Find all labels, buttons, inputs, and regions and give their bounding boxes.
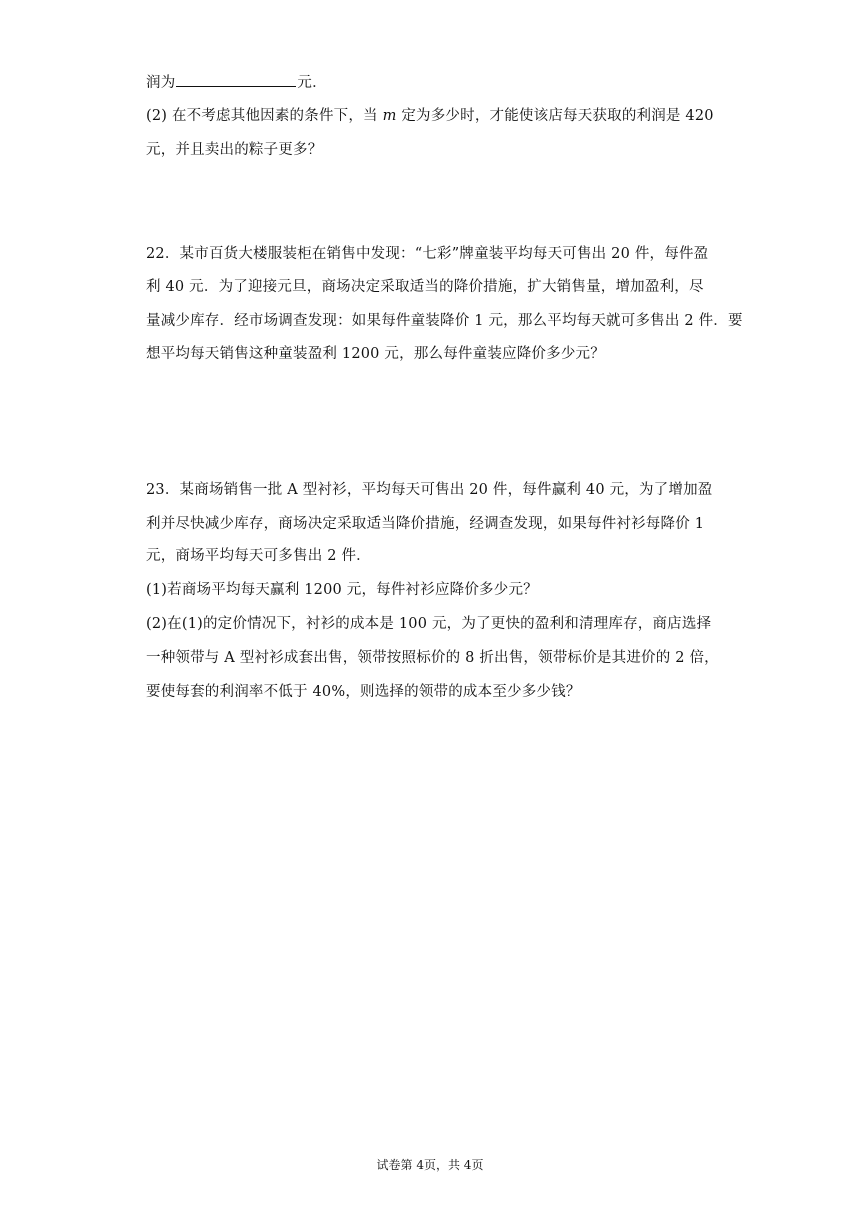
q21-line1-prefix: 润为 xyxy=(146,75,176,91)
q23-sub1: (1)若商场平均每天赢利 1200 元，每件衬衫应降价多少元？ xyxy=(146,582,538,598)
q21-line-1 xyxy=(146,72,726,93)
q22-line-3: 量减少库存．经市场调查发现：如果每件童装降价 1 元，那么平均每天就可多售出 2 件．要 xyxy=(146,313,743,329)
q23-line-1: 23．某商场销售一批 A 型衬衫，平均每天可售出 20 件，每件赢利 40 元，为了增加盈 xyxy=(146,482,713,498)
q21-sub2-text-b: 定为多少时，才能使该店每天获取的利润是 420 xyxy=(396,108,714,124)
q22-line-2: 利 40 元．为了迎接元旦，商场决定采取适当的降价措施，扩大销售量，增加盈利，尽 xyxy=(146,279,704,295)
q23-line-3: 元，商场平均每天可多售出 2 件． xyxy=(146,548,371,564)
q21-line1-suffix: 元． xyxy=(297,75,327,91)
q23-sub2-line-2: 一种领带与 A 型衬衫成套出售，领带按照标价的 8 折出售，领带标价是其进价的 2 倍， xyxy=(146,650,719,666)
q22-line-1: 22．某市百货大楼服装柜在销售中发现：“七彩”牌童装平均每天可售出 20 件，每件盈 xyxy=(146,246,709,262)
q23-line-2: 利并尽快减少库存，商场决定采取适当降价措施，经调查发现，如果每件衬衫每降价 1 xyxy=(146,516,705,532)
q22-line-4: 想平均每天销售这种童装盈利 1200 元，那么每件童装应降价多少元？ xyxy=(146,346,605,362)
q21-sub2-line-2: 元，并且卖出的粽子更多？ xyxy=(146,142,323,158)
q21-sub2-line-1 xyxy=(146,106,726,126)
q21-sub2-variable: m xyxy=(382,108,397,124)
page-footer: 试卷第 4页，共 4页 xyxy=(376,1158,484,1172)
q21-sub2-text-a: (2) 在不考虑其他因素的条件下，当 xyxy=(146,108,383,124)
q23-sub2-line-1: (2)在(1)的定价情况下，衬衫的成本是 100 元，为了更快的盈利和清理库存，商店选择 xyxy=(146,616,712,632)
answer-blank xyxy=(176,72,296,87)
q23-sub2-line-3: 要使每套的利润率不低于 40%，则选择的领带的成本至少多少钱？ xyxy=(146,684,581,700)
